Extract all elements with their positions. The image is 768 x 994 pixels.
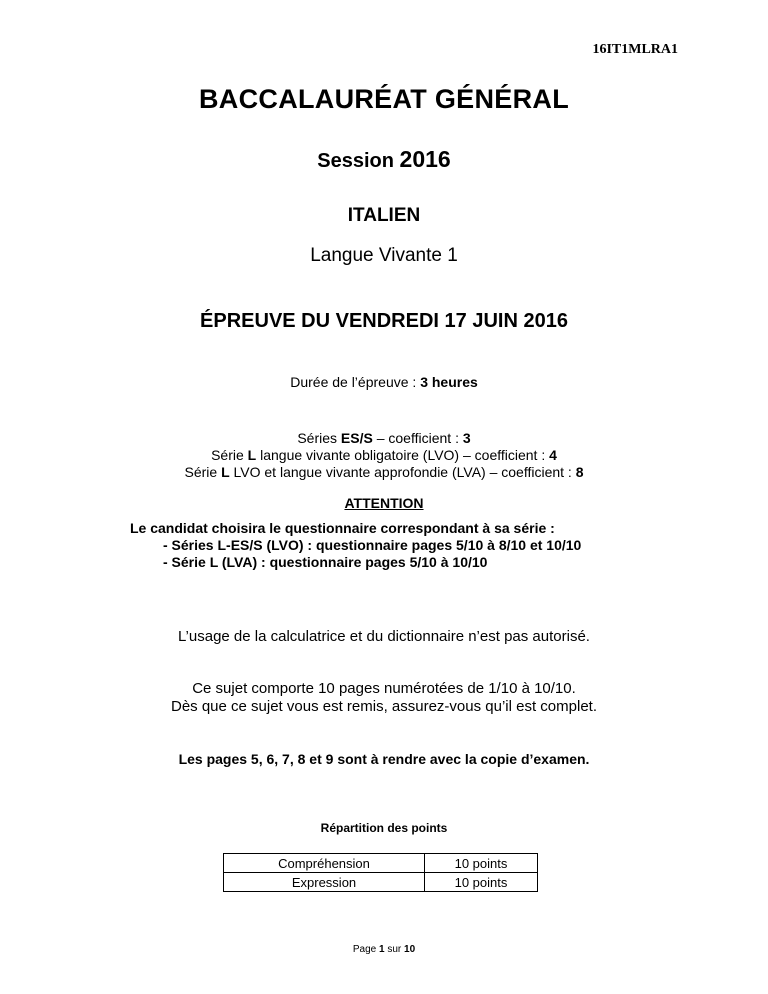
subject-notice — [0, 680, 768, 716]
points-heading: Répartition des points — [320, 821, 448, 835]
session-year: 2016 — [399, 146, 451, 172]
exam-title: BACCALAURÉAT GÉNÉRAL — [199, 84, 569, 114]
language-level: Langue Vivante 1 — [310, 245, 458, 266]
duration-line — [0, 374, 768, 390]
table-row — [224, 873, 538, 892]
document-code: 16IT1MLRA1 — [592, 42, 678, 57]
table-row — [224, 854, 538, 873]
duration-label: Durée de l’épreuve : — [290, 374, 421, 390]
subject-notice-line: Dès que ce sujet vous est remis, assurez-vous qu’il est complet. — [170, 698, 597, 715]
instructions-intro: Le candidat choisira le questionnaire correspondant à sa série : — [130, 520, 555, 536]
subject-notice-line: Ce sujet comporte 10 pages numérotées de 1/10 à 10/10. — [192, 680, 576, 697]
page-footer: Page 1 sur 10 — [352, 944, 416, 955]
attention-heading: ATTENTION — [344, 495, 424, 511]
pages-to-return: Les pages 5, 6, 7, 8 et 9 sont à rendre avec la copie d’examen. — [178, 751, 590, 767]
table-cell-points: 10 points — [425, 854, 538, 873]
instruction-item: - Série L (LVA) : questionnaire pages 5/10 à 10/10 — [163, 554, 488, 570]
page-number: 1 — [379, 944, 385, 955]
session-label: Session — [317, 150, 394, 172]
series-coefficients — [0, 430, 768, 481]
series-line: Série L langue vivante obligatoire (LVO) – coefficient : 4 — [211, 447, 557, 463]
duration-value: 3 heures — [420, 374, 478, 390]
series-line: Séries ES/S – coefficient : 3 — [297, 430, 471, 446]
points-table — [223, 853, 538, 892]
calculator-notice: L’usage de la calculatrice et du dictionnaire n’est pas autorisé. — [178, 628, 590, 645]
questionnaire-instructions — [130, 520, 581, 571]
table-cell-label: Expression — [224, 873, 425, 892]
table-cell-label: Compréhension — [224, 854, 425, 873]
instruction-item: - Séries L-ES/S (LVO) : questionnaire pages 5/10 à 8/10 et 10/10 — [163, 537, 582, 553]
table-cell-points: 10 points — [425, 873, 538, 892]
exam-date: ÉPREUVE DU VENDREDI 17 JUIN 2016 — [200, 310, 568, 332]
series-line: Série L LVO et langue vivante approfondie (LVA) – coefficient : 8 — [184, 464, 584, 480]
page-total: 10 — [404, 944, 416, 955]
subject-title: ITALIEN — [347, 205, 421, 226]
session-line — [0, 146, 768, 173]
